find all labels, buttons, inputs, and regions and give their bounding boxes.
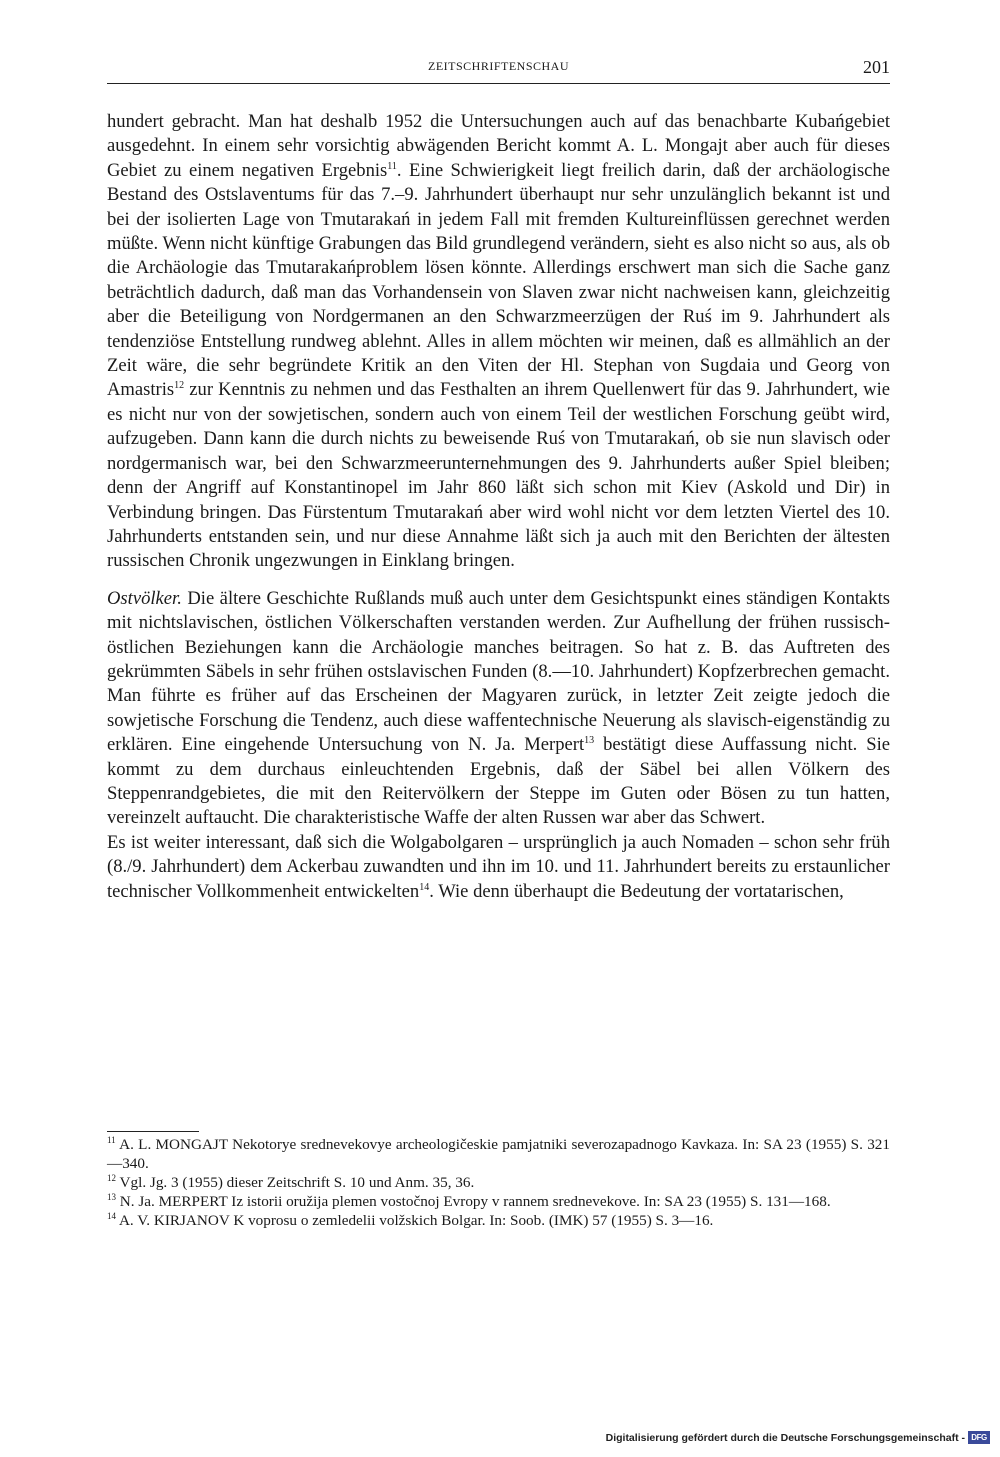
- footnote-ref: 14: [419, 881, 430, 893]
- paragraph-text: hundert gebracht. Man hat deshalb 1952 die Untersuchungen auch auf das benachbarte Kubańgebiet ausgedehnt. In einem sehr vorsichtig abwägenden Bericht kommt A. L. Mongajt aber auch für dieses Gebiet zu einem negativen Ergebnis: [107, 111, 890, 181]
- running-head: [107, 57, 890, 84]
- paragraph-text: bestätigt diese Auffassung nicht. Sie kommt zu dem durchaus einleuchtenden Ergebnis, daß der Säbel bei allen Völkern des Steppenrandgebietes, die mit den Reitervölkern der Steppe im Guten oder Bösen zu tun hatten, vereinzelt auftaucht. Die charakteristische Waffe der alten Russen war aber das Schwert.: [107, 734, 890, 829]
- paragraph: [107, 587, 890, 831]
- footnote-ref: 12: [174, 380, 185, 392]
- footnote-text: A. L. MONGAJT Nekotorye srednevekovye archeologičeskie pamjatniki severozapadnogo Kavkaza. In: SA 23 (1955) S. 321—340.: [107, 1136, 890, 1172]
- page-number: 201: [863, 57, 890, 77]
- body-text: [107, 110, 890, 904]
- paragraph-text: zur Kenntnis zu nehmen und das Festhalten an ihrem Quellenwert für das 9. Jahrhundert, wie es nicht nur von der sowjetischen, sondern auch von einem Teil der westlichen Forschung geübt wird, aufzugeben. Dann kann die durch nichts zu beweisende Ruś von Tmutarakań, ob sie nun slavisch oder nordgermanisch war, bei den Schwarzmeerunternehmungen des 9. Jahrhunderts außer Spiel bleiben; denn der Angriff auf Konstantinopel im Jahr 860 läßt sich schon mit Kiev (Askold und Dir) in Verbindung bringen. Das Fürstentum Tmutarakań aber wird wohl nicht vor dem letzten Viertel des 10. Jahrhunderts entstanden sein, und nur diese Annahme läßt sich ja auch mit den Berichten der ältesten russischen Chronik ungezwungen in Einklang bringen.: [107, 379, 890, 572]
- credit-text: Digitalisierung gefördert durch die Deutsche Forschungsgemeinschaft -: [605, 1431, 965, 1444]
- footnote-ref: 11: [387, 160, 397, 172]
- paragraph-text: Es ist weiter interessant, daß sich die Wolgabolgaren – ursprünglich ja auch Nomaden – schon sehr früh (8./9. Jahrhundert) dem Ackerbau zuwandten und ihn im 10. und 11. Jahrhundert bereits zu erstaunlicher technischer Vollkommenheit entwickelten: [107, 831, 890, 902]
- section-lead: Ostvölker.: [107, 587, 182, 609]
- footnote-number: 14: [107, 1211, 116, 1221]
- running-title: ZEITSCHRIFTENSCHAU: [427, 59, 569, 73]
- footnote: [107, 1192, 890, 1211]
- paragraph-text: Die ältere Geschichte Rußlands muß auch unter dem Gesichtspunkt eines ständigen Kontakts mit nichtslavischen, östlichen Völkerschaften verstanden werden. Zur Aufhellung der frühen russisch-östlichen Beziehungen kann die Archäologie manches beitragen. So hat z. B. das Auftreten des gekrümmten Säbels in sehr frühen ostslavischen Funden (8.—10. Jahrhundert) Kopfzerbrechen gemacht. Man führte es früher auf das Erscheinen der Magyaren zurück, in letzter Zeit zeigte jedoch die sowjetische Forschung die Tendenz, auch diese waffentechnische Neuerung als slavisch-eigenständig zu erklären. Eine eingehende Untersuchung von N. Ja. Merpert: [107, 587, 890, 756]
- footnote-number: 13: [107, 1192, 116, 1202]
- footnote-number: 12: [107, 1173, 116, 1183]
- footnote-text: Vgl. Jg. 3 (1955) dieser Zeitschrift S. 10 und Anm. 35, 36.: [119, 1174, 475, 1191]
- footnote-rule: [107, 1131, 199, 1132]
- footnote-text: N. Ja. MERPERT Iz istorii oružija plemen vostočnoj Evropy v rannem srednevekove. In: SA 23 (1955) S. 131—168.: [119, 1193, 831, 1210]
- footnote: [107, 1135, 890, 1173]
- paragraph-text: . Eine Schwierigkeit liegt freilich darin, daß der archäologische Bestand des Ostslaventums für das 7.–9. Jahrhundert überhaupt nur sehr unzulänglich bekannt ist und bei der isolierten Lage von Tmutarakań in jedem Fall mit fremden Kultureinflüssen gerechnet werden müßte. Wenn nicht künftige Grabungen das Bild grundlegend verändern, sieht es also nicht so aus, als ob die Archäologie das Tmutarakańproblem lösen könnte. Allerdings erschwert man sich die Sache ganz beträchtlich dadurch, daß man das Vorhandensein von Slaven zwar nicht nachweisen kann, gleichzeitig aber die Beteiligung von Nordgermanen an den Schwarzmeerzügen der Ruś im 9. Jahrhundert als tendenziöse Entstellung rundweg ablehnt. Alles in allem möchten wir meinen, daß es allmählich an der Zeit wäre, die sehr begründete Kritik an den Viten der Hl. Stephan von Sugdaia und Georg von Amastris: [107, 159, 890, 401]
- paragraph-text: . Wie denn überhaupt die Bedeutung der vortatarischen,: [429, 880, 844, 902]
- paragraph: [107, 110, 890, 574]
- paragraph: [107, 831, 890, 904]
- digitization-credit: [606, 1431, 990, 1444]
- footnote: [107, 1211, 890, 1230]
- footnote-number: 11: [107, 1135, 116, 1145]
- footnote-ref: 13: [584, 735, 595, 747]
- footnote-text: A. V. KIRJANOV K voprosu o zemledelii volžskich Bolgar. In: Soob. (IMK) 57 (1955) S. 3—16.: [118, 1212, 714, 1229]
- dfg-logo: DFG: [968, 1431, 990, 1444]
- footnote: [107, 1173, 890, 1192]
- footnotes: [107, 1135, 890, 1230]
